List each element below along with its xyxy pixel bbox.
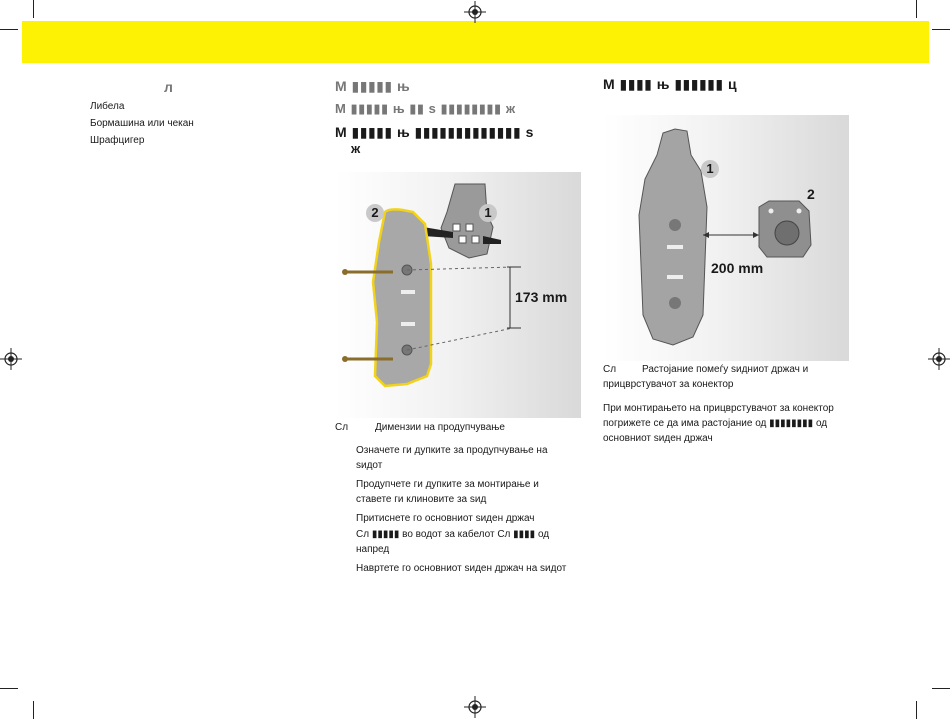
section-heading-2: М ▮▮▮▮▮ њ ▮▮ s ▮▮▮▮▮▮▮▮ ж <box>335 101 516 116</box>
registration-mark-icon <box>928 348 950 370</box>
section-heading-3-cont: ж <box>351 141 361 156</box>
section-heading-3: М ▮▮▮▮▮ њ ▮▮▮▮▮▮▮▮▮▮▮▮▮ s <box>335 124 534 140</box>
tool-item-level: Либела <box>90 101 125 112</box>
step-2-line-1: Продупчете ги дупките за монтирање и <box>356 479 539 490</box>
crop-mark <box>916 0 917 18</box>
figure-drilling-dimensions <box>335 172 581 418</box>
header-band <box>22 21 929 63</box>
crop-mark <box>916 701 917 719</box>
step-4-line-1: Навртете го основниот ѕиден држач на ѕидот <box>356 563 567 574</box>
step-2-line-2: ставете ги клиновите за ѕид <box>356 494 487 505</box>
dimension-label: 173 mm <box>515 289 568 305</box>
figure-caption-line-2: прицврстувачот за конектор <box>603 379 734 390</box>
callout-2: 2 <box>366 204 384 222</box>
connector-holder-illustration <box>603 115 849 361</box>
body-line-3: основниот ѕиден држач <box>603 433 713 444</box>
dimension-label: 200 mm <box>711 260 764 276</box>
tool-item-drill: Бормашина или чекан <box>90 118 194 129</box>
figure-caption-line-1: Растојание помеѓу ѕидниот држач и <box>642 364 809 375</box>
crop-mark <box>932 688 950 689</box>
figure-caption-prefix: Сл <box>335 422 349 433</box>
crop-mark <box>0 688 18 689</box>
callout-1: 1 <box>479 204 497 222</box>
crop-mark <box>0 29 18 30</box>
callout-2: 2 <box>807 186 815 202</box>
crop-mark <box>33 0 34 18</box>
crop-mark <box>932 29 950 30</box>
registration-mark-icon <box>0 348 22 370</box>
figure-caption-prefix: Сл <box>603 364 617 375</box>
crop-mark <box>33 701 34 719</box>
registration-mark-icon <box>464 1 486 23</box>
step-1-line-2: ѕидот <box>356 460 383 471</box>
figure-connector-distance <box>603 115 849 361</box>
callout-1: 1 <box>701 160 719 178</box>
step-1-line-1: Означете ги дупките за продупчување на <box>356 445 548 456</box>
figure-caption: Димензии на продупчување <box>375 422 505 433</box>
step-3-line-1: Притиснете го основниот ѕиден држач <box>356 513 535 524</box>
tools-heading: л <box>164 79 174 95</box>
body-line-2: погрижете се да има растојание од ▮▮▮▮▮▮▮▮ од <box>603 418 828 429</box>
section-heading-1: М ▮▮▮▮▮ њ <box>335 78 411 94</box>
step-3-line-2: Сл ▮▮▮▮▮ во водот за кабелот Сл ▮▮▮▮ од <box>356 529 550 540</box>
right-section-heading: М ▮▮▮▮ њ ▮▮▮▮▮▮ ц <box>603 76 738 92</box>
tool-item-screwdriver: Шрафцигер <box>90 135 145 146</box>
registration-mark-icon <box>464 696 486 718</box>
step-3-line-3: напред <box>356 544 390 555</box>
body-line-1: При монтирањето на прицврстувачот за конектор <box>603 403 834 414</box>
